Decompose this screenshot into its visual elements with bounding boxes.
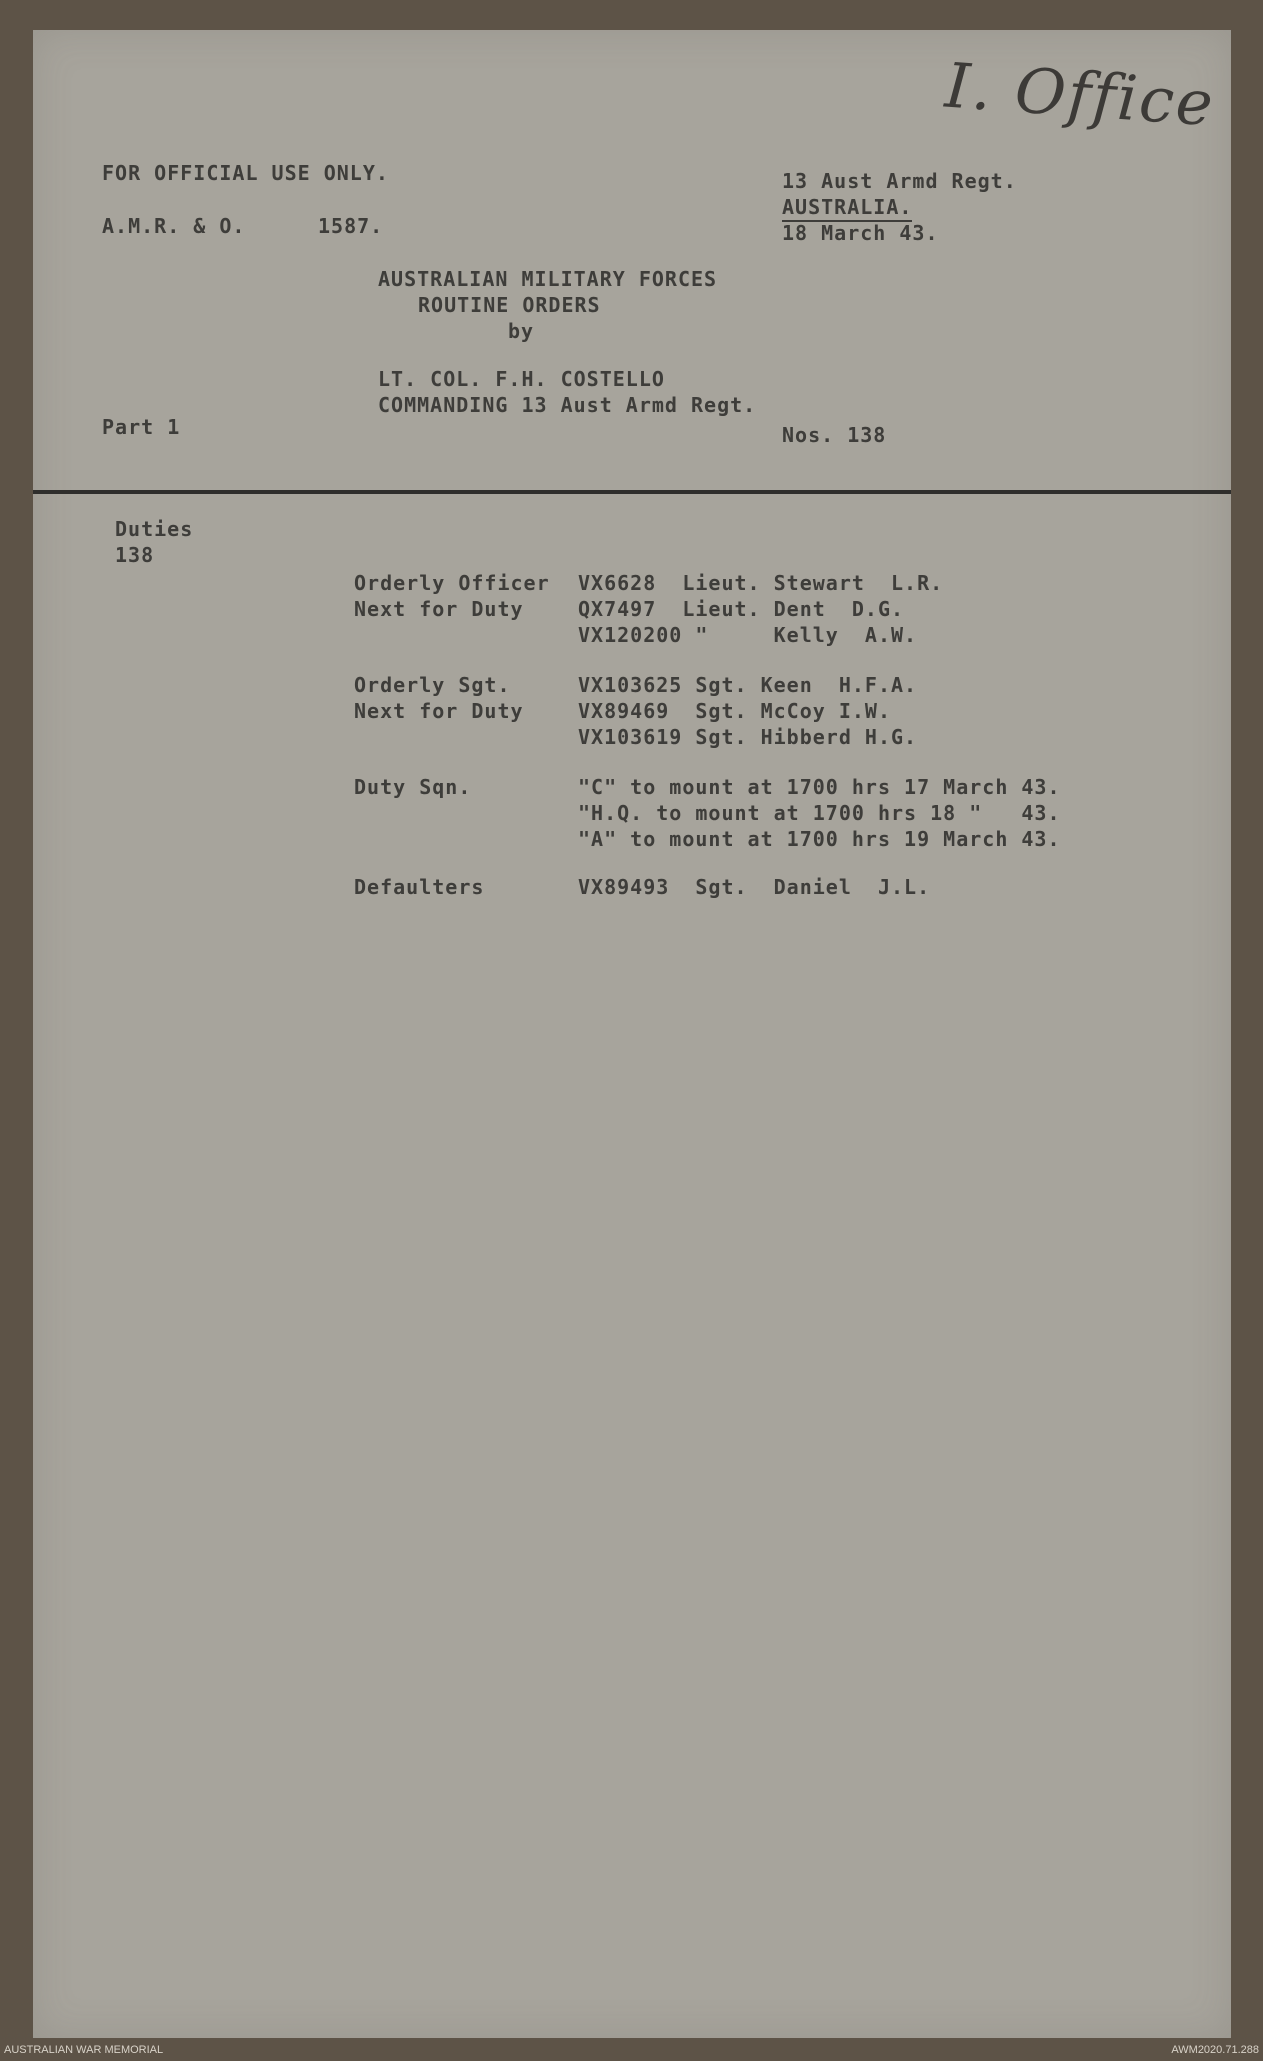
sqn-entry: "H.Q. to mount at 1700 hrs 18 " 43. (578, 801, 1061, 825)
next-for-duty-label: Next for Duty (354, 597, 524, 621)
document-page (33, 30, 1231, 2038)
officer-entry: QX7497 Lieut. Dent D.G. (578, 597, 905, 621)
sgt-entry: VX103619 Sgt. Hibberd H.G. (578, 725, 918, 749)
unit-text: 13 Aust Armd Regt. (782, 169, 1017, 193)
commander-unit: COMMANDING 13 Aust Armd Regt. (378, 393, 757, 417)
duty-sqn-label: Duty Sqn. (354, 775, 472, 799)
section-number: 138 (115, 543, 155, 567)
sqn-entry: "C" to mount at 1700 hrs 17 March 43. (578, 775, 1061, 799)
footer-right: AWM2020.71.288 (1171, 2044, 1259, 2056)
sqn-entry: "A" to mount at 1700 hrs 19 March 43. (578, 827, 1061, 851)
part-label: Part 1 (102, 415, 181, 439)
sgt-entry: VX89469 Sgt. McCoy I.W. (578, 699, 891, 723)
title-line-3: by (508, 319, 535, 343)
officer-entry: VX120200 " Kelly A.W. (578, 623, 918, 647)
officer-entry: VX6628 Lieut. Stewart L.R. (578, 571, 944, 595)
orderly-sgt-label: Orderly Sgt. (354, 673, 511, 697)
footer-left: AUSTRALIAN WAR MEMORIAL (4, 2044, 164, 2056)
location-text: AUSTRALIA. (782, 195, 912, 222)
title-line-1: AUSTRALIAN MILITARY FORCES (378, 267, 718, 291)
date-text: 18 March 43. (782, 221, 939, 245)
orderly-officer-label: Orderly Officer (354, 571, 550, 595)
divider-line (33, 490, 1231, 494)
amr-label: A.M.R. & O. (102, 214, 246, 238)
next-for-duty-label: Next for Duty (354, 699, 524, 723)
defaulters-entry: VX89493 Sgt. Daniel J.L. (578, 875, 931, 899)
commander-name: LT. COL. F.H. COSTELLO (378, 367, 665, 391)
handwritten-note: I. Office (942, 48, 1218, 141)
classification-text: FOR OFFICIAL USE ONLY. (102, 161, 389, 185)
orders-number: Nos. 138 (782, 423, 887, 447)
title-line-2: ROUTINE ORDERS (418, 293, 601, 317)
defaulters-label: Defaulters (354, 875, 485, 899)
amr-number: 1587. (318, 214, 384, 238)
section-heading: Duties (115, 517, 194, 541)
sgt-entry: VX103625 Sgt. Keen H.F.A. (578, 673, 918, 697)
